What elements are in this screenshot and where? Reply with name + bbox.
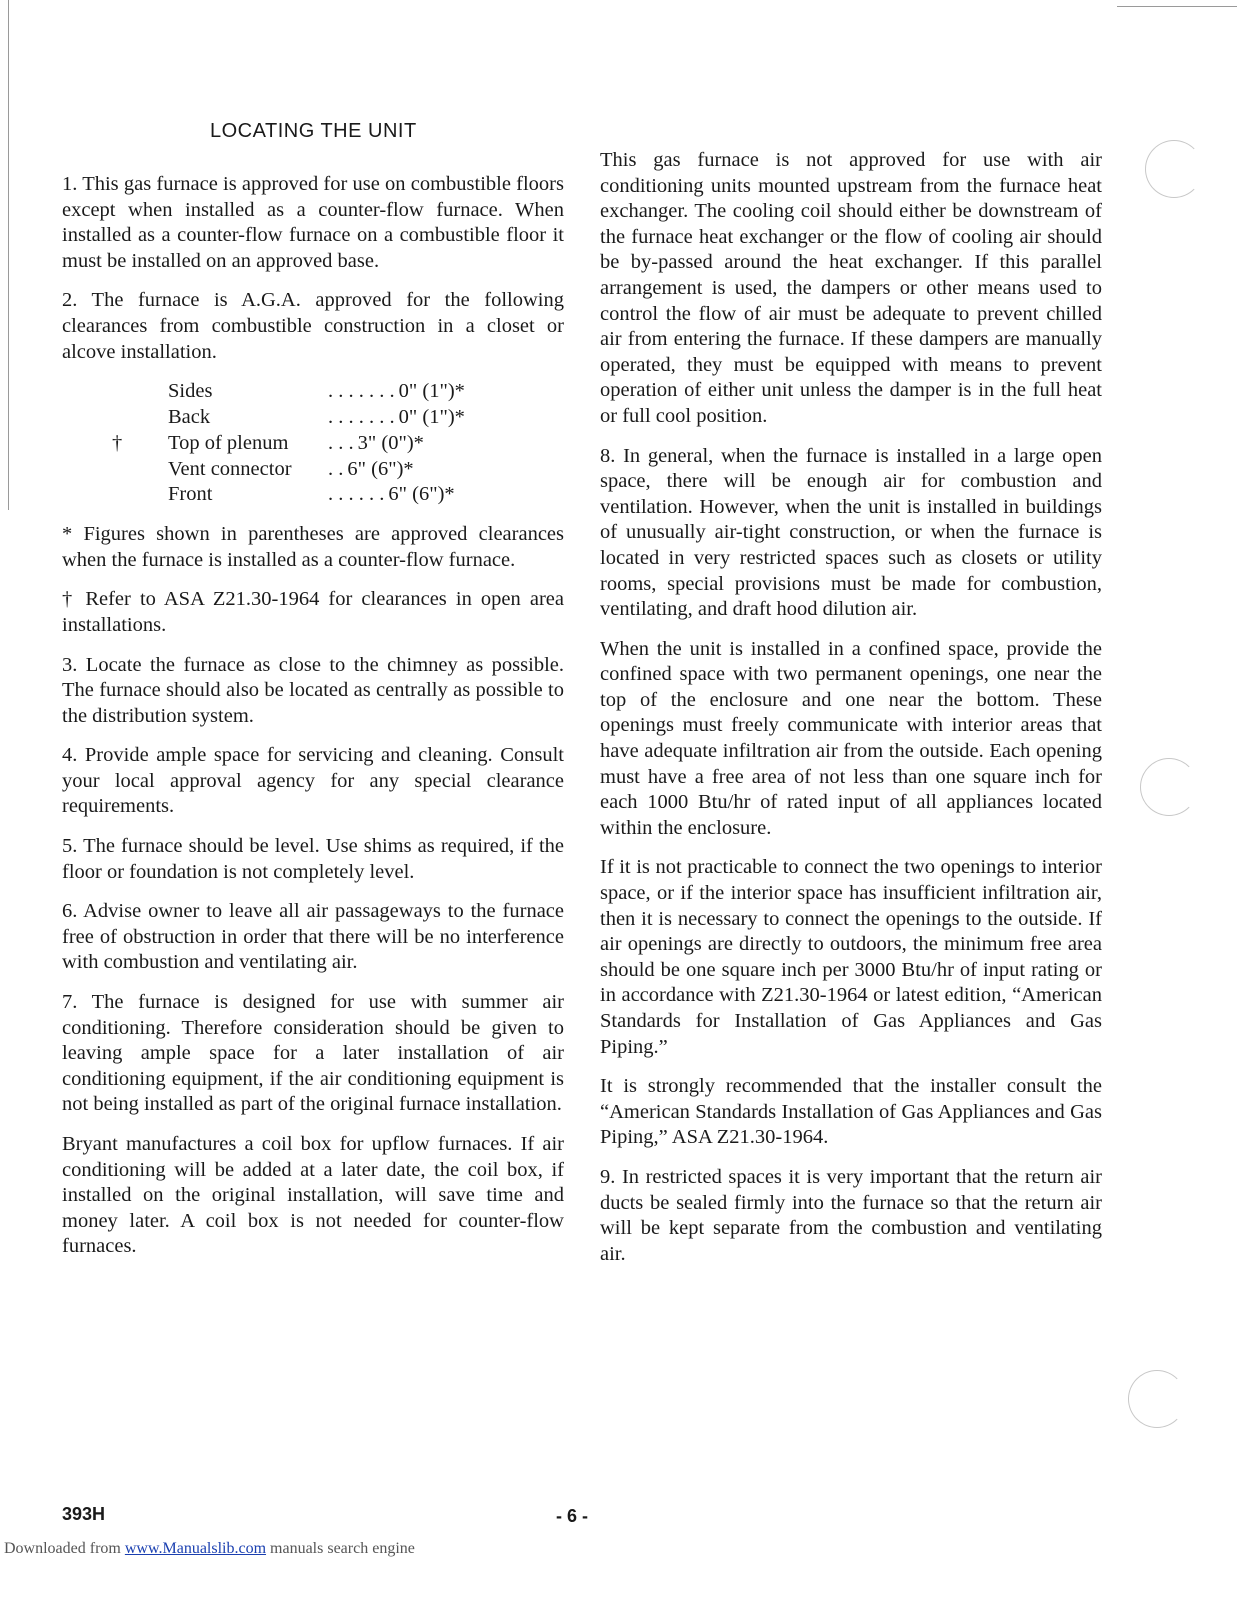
download-suffix: manuals search engine: [266, 1540, 415, 1557]
paragraph-outside-openings: If it is not practicable to connect the two openings to interior space, or if the interior space has insufficient infiltration air, then it is necessary to connect the openings to the outside. If air openings are directly to outdoors, the minimum free area should be one square inch per 3000 Btu/hr of input rating or in accordance with Z21.30-1964 or latest edition, “American Standards for Installation of Gas Appliances and Gas Piping.”: [600, 856, 1102, 1058]
left-column: [62, 172, 564, 1274]
binder-hole-mark: [1140, 758, 1198, 816]
clearance-name: Vent connector: [168, 457, 292, 480]
clearance-value: 6" (6")*: [347, 457, 414, 480]
binder-hole-mark: [1145, 140, 1203, 198]
download-credit: [4, 1540, 415, 1558]
paragraph-9: 9. In restricted spaces it is very important that the return air ducts be sealed firmly into the furnace so that the return air will be kept separate from the combustion and ventilating air.: [600, 1165, 1102, 1265]
clearance-value: 0" (1")*: [398, 405, 465, 428]
paragraph-air-conditioning: This gas furnace is not approved for use with air conditioning units mounted upstream from the furnace heat exchanger. The cooling coil should either be downstream of the furnace heat exchanger or the flow of cooling air should be by-passed around the heat exchanger. If this parallel arrangement is used, the dampers or other means used to control the flow of air must be adequate to prevent chilled air from entering the furnace. If these dampers are manually operated, they must be equipped with means to prevent operation of either unit unless the damper is in the full heat or full cool position.: [600, 149, 1102, 427]
binder-hole-mark: [1128, 1370, 1186, 1428]
right-column: [600, 148, 1102, 1281]
clearance-row: [138, 379, 564, 405]
clearance-mark: [138, 457, 168, 483]
clearance-leader: . . . . . . .: [328, 380, 395, 403]
clearance-name: Top of plenum: [168, 431, 289, 454]
clearance-row: [138, 405, 564, 431]
clearance-mark: [138, 379, 168, 405]
paragraph-8: 8. In general, when the furnace is installed in a large open space, there will be enough air for combustion and ventilation. However, when the unit is installed in buildings of unusually air-tight construction, or when the furnace is located in very restricted spaces such as closets or utility rooms, special provisions must be made for combustion, ventilating, and draft hood dilution air.: [600, 444, 1102, 621]
clearance-value: 6" (6")*: [388, 483, 455, 506]
clearance-table: [62, 379, 564, 508]
clearance-leader: . . .: [328, 431, 354, 454]
paragraph-coil-box: Bryant manufactures a coil box for upflow furnaces. If air conditioning will be added at a later date, the coil box, if installed on the original installation, will save time and money later. A coil box is not needed for counter-flow furnaces.: [62, 1133, 564, 1258]
clearance-row: [112, 431, 564, 457]
paragraph-confined-space: When the unit is installed in a confined space, provide the confined space with two permanent openings, one near the top of the enclosure and one near the bottom. These openings must freely communicate with interior areas that have adequate infiltration air from the outside. Each opening must have a free area of not less than one square inch for each 1000 Btu/hr of rated input of all appliances located within the enclosure.: [600, 637, 1102, 839]
clearance-leader: . . . . . .: [328, 483, 385, 506]
page-number: - 6 -: [556, 1506, 589, 1526]
clearance-name: Back: [168, 405, 211, 428]
paragraph-7: 7. The furnace is designed for use with summer air conditioning. Therefore consideration should be given to leaving ample space for a later installation of air conditioning equipment, if the air conditioning equipment is not being installed as part of the original furnace installation.: [62, 991, 564, 1116]
clearance-value: 3" (0")*: [357, 431, 424, 454]
paragraph-recommendation: It is strongly recommended that the installer consult the “American Standards Installation of Gas Appliances and Gas Piping,” ASA Z21.30-1964.: [600, 1075, 1102, 1149]
clearance-value: 0" (1")*: [398, 380, 465, 403]
paragraph-4: 4. Provide ample space for servicing and cleaning. Consult your local approval agency for any special clearance requirements.: [62, 744, 564, 818]
clearance-leader: . .: [328, 457, 344, 480]
clearance-leader: . . . . . . .: [328, 405, 395, 428]
paragraph-3: 3. Locate the furnace as close to the chimney as possible. The furnace should also be located as centrally as possible to the distribution system.: [62, 653, 564, 727]
clearance-row: [138, 457, 564, 483]
section-heading: LOCATING THE UNIT: [210, 120, 417, 142]
footnote-dagger: † Refer to ASA Z21.30-1964 for clearances in open area installations.: [62, 588, 564, 636]
footnote-star: * Figures shown in parentheses are approved clearances when the furnace is installed as a counter-flow furnace.: [62, 523, 564, 571]
left-margin-rule: [8, 0, 9, 510]
paragraph-2: 2. The furnace is A.G.A. approved for the following clearances from combustible construction in a closet or alcove installation.: [62, 289, 564, 363]
paragraph-6: 6. Advise owner to leave all air passageways to the furnace free of obstruction in order that there will be no interference with combustion and ventilating air.: [62, 900, 564, 974]
clearance-mark: †: [112, 431, 123, 454]
paragraph-5: 5. The furnace should be level. Use shims as required, if the floor or foundation is not completely level.: [62, 835, 564, 883]
clearance-name: Sides: [168, 380, 213, 403]
model-number: 393H: [62, 1504, 106, 1524]
top-edge-rule: [1117, 6, 1237, 7]
download-prefix: Downloaded from: [4, 1540, 121, 1557]
manualslib-link[interactable]: www.Manualslib.com: [124, 1540, 267, 1557]
paragraph-1: 1. This gas furnace is approved for use on combustible floors except when installed as a counter-flow furnace. When installed as a counter-flow furnace on a combustible floor it must be installed on an approved base.: [62, 173, 564, 272]
clearance-row: [138, 482, 564, 508]
clearance-mark: [138, 482, 168, 508]
clearance-mark: [138, 405, 168, 431]
clearance-name: Front: [168, 483, 213, 506]
